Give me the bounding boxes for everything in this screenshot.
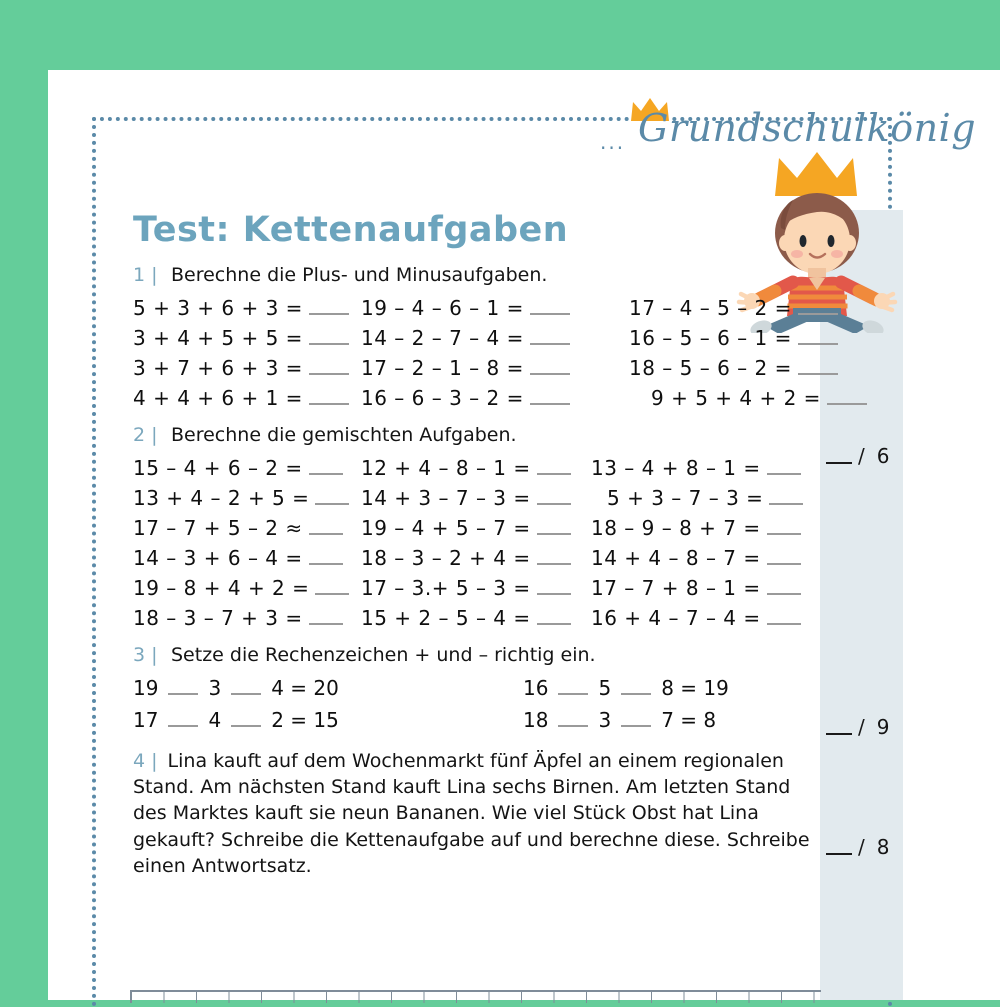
score-slash-task3: / bbox=[858, 835, 865, 859]
score-slash-task1: / bbox=[858, 444, 865, 468]
equation-item bbox=[133, 386, 361, 410]
task-3-instruction: Setze die Rechenzeichen + und – richtig ein. bbox=[171, 644, 596, 666]
task-2-instruction: Berechne die gemischten Aufgaben. bbox=[171, 424, 517, 446]
task-2-heading bbox=[133, 424, 830, 446]
equation-item bbox=[133, 456, 361, 480]
equation-expression: 18 – 3 – 7 + 3 = bbox=[133, 606, 303, 630]
equation-item bbox=[133, 516, 361, 540]
equation-item bbox=[133, 326, 361, 350]
task-1-number: 1 | bbox=[133, 264, 158, 286]
sign-equation-item bbox=[133, 676, 523, 700]
equation-item bbox=[361, 546, 591, 570]
task-1-equations bbox=[133, 296, 830, 410]
answer-blank[interactable] bbox=[767, 579, 801, 595]
logo-text: Grundschulkönig bbox=[638, 106, 977, 150]
operand-a: 18 bbox=[523, 708, 549, 732]
equation-expression: 18 – 9 – 8 + 7 = bbox=[591, 516, 761, 540]
task-1-heading bbox=[133, 264, 830, 286]
equation-expression: 9 + 5 + 4 + 2 = bbox=[651, 386, 821, 410]
logo-dots: ··· bbox=[600, 136, 626, 160]
task-1-instruction: Berechne die Plus- und Minusaufgaben. bbox=[171, 264, 548, 286]
answer-blank[interactable] bbox=[767, 609, 801, 625]
answer-blank[interactable] bbox=[798, 299, 838, 315]
answer-blank[interactable] bbox=[309, 459, 343, 475]
equation-expression: 14 + 4 – 8 – 7 = bbox=[591, 546, 761, 570]
equation-item bbox=[611, 296, 867, 320]
equation-item bbox=[133, 486, 361, 510]
worksheet-content bbox=[130, 210, 830, 879]
equation-item bbox=[591, 546, 830, 570]
task-2-equations bbox=[133, 456, 830, 630]
answer-blank[interactable] bbox=[537, 519, 571, 535]
equation-expression: 16 – 5 – 6 – 1 = bbox=[629, 326, 792, 350]
answer-blank[interactable] bbox=[309, 549, 343, 565]
task-2-number: 2 | bbox=[133, 424, 158, 446]
task-3-number: 3 | bbox=[133, 644, 158, 666]
answer-blank[interactable] bbox=[537, 459, 571, 475]
answer-blank[interactable] bbox=[530, 359, 570, 375]
answer-blank[interactable] bbox=[767, 519, 801, 535]
equation-item bbox=[591, 576, 830, 600]
operand-a: 19 bbox=[133, 676, 159, 700]
equation-item bbox=[591, 486, 830, 510]
equation-expression: 17 – 2 – 1 – 8 = bbox=[361, 356, 524, 380]
sign-blank[interactable] bbox=[168, 711, 198, 727]
sign-equation-item bbox=[523, 676, 830, 700]
equation-expression: 18 – 3 – 2 + 4 = bbox=[361, 546, 531, 570]
operand-b: 4 bbox=[208, 708, 222, 732]
equation-item bbox=[361, 456, 591, 480]
answer-blank[interactable] bbox=[315, 489, 349, 505]
equation-expression: 5 + 3 – 7 – 3 = bbox=[607, 486, 764, 510]
answer-blank[interactable] bbox=[309, 389, 349, 405]
equation-expression: 13 – 4 + 8 – 1 = bbox=[591, 456, 761, 480]
equation-expression: 19 – 4 + 5 – 7 = bbox=[361, 516, 531, 540]
score-max-task3: 8 bbox=[876, 835, 890, 859]
equation-expression: 17 – 7 + 5 – 2 ≈ bbox=[133, 516, 303, 540]
equation-item bbox=[133, 546, 361, 570]
equation-expression: 12 + 4 – 8 – 1 = bbox=[361, 456, 531, 480]
answer-blank[interactable] bbox=[309, 519, 343, 535]
answer-blank[interactable] bbox=[537, 579, 571, 595]
answer-blank[interactable] bbox=[309, 609, 343, 625]
equation-item bbox=[133, 576, 361, 600]
score-max-task2: 9 bbox=[876, 715, 890, 739]
equation-expression: 19 – 4 – 6 – 1 = bbox=[361, 296, 524, 320]
equation-expression: 4 + 4 + 6 + 1 = bbox=[133, 386, 303, 410]
equation-expression: 18 – 5 – 6 – 2 = bbox=[629, 356, 792, 380]
task-3-equations bbox=[133, 676, 830, 732]
answer-blank[interactable] bbox=[827, 389, 867, 405]
equation-item bbox=[361, 356, 611, 380]
answer-blank[interactable] bbox=[798, 329, 838, 345]
answer-blank[interactable] bbox=[537, 489, 571, 505]
answer-blank[interactable] bbox=[309, 329, 349, 345]
sign-equation-item bbox=[133, 708, 523, 732]
sign-blank[interactable] bbox=[231, 679, 261, 695]
equation-expression: 17 – 4 – 5 – 2 = bbox=[629, 296, 792, 320]
answer-blank[interactable] bbox=[767, 549, 801, 565]
answer-blank[interactable] bbox=[769, 489, 803, 505]
equation-expression: 15 + 2 – 5 – 4 = bbox=[361, 606, 531, 630]
sign-blank[interactable] bbox=[621, 679, 651, 695]
equation-expression: 14 + 3 – 7 – 3 = bbox=[361, 486, 531, 510]
equation-item bbox=[361, 326, 611, 350]
task-4-instruction: Lina kauft auf dem Wochenmarkt fünf Äpfel an einem regionalen Stand. Am nächsten Stand kauft Lina sechs Birnen. Am letzten Stand des Marktes kauft sie neun Bananen. Wie viel Stück Obst hat Lina gekauft? Schreibe die Kettenaufgabe auf und berechne diese. Schreibe einen Antwortsatz. bbox=[133, 750, 810, 877]
operand-c-result: 7 = 8 bbox=[661, 708, 717, 732]
task-3-heading bbox=[133, 644, 830, 666]
operand-c-result: 4 = 20 bbox=[271, 676, 339, 700]
operand-b: 3 bbox=[208, 676, 222, 700]
sign-blank[interactable] bbox=[231, 711, 261, 727]
sign-blank[interactable] bbox=[558, 679, 588, 695]
answer-blank[interactable] bbox=[798, 359, 838, 375]
answer-blank[interactable] bbox=[315, 579, 349, 595]
equation-item bbox=[361, 576, 591, 600]
squared-paper-answer-area[interactable] bbox=[130, 990, 821, 1003]
equation-item bbox=[361, 516, 591, 540]
equation-item bbox=[133, 606, 361, 630]
answer-blank[interactable] bbox=[537, 549, 571, 565]
equation-item bbox=[611, 356, 867, 380]
sign-blank[interactable] bbox=[168, 679, 198, 695]
equation-expression: 14 – 2 – 7 – 4 = bbox=[361, 326, 524, 350]
operand-a: 17 bbox=[133, 708, 159, 732]
equation-item bbox=[133, 296, 361, 320]
equation-expression: 3 + 7 + 6 + 3 = bbox=[133, 356, 303, 380]
operand-b: 3 bbox=[598, 708, 612, 732]
answer-blank[interactable] bbox=[530, 389, 570, 405]
operand-a: 16 bbox=[523, 676, 549, 700]
page-title: Test: Kettenaufgaben bbox=[133, 210, 569, 250]
score-max-task1: 6 bbox=[876, 444, 890, 468]
equation-expression: 19 – 8 + 4 + 2 = bbox=[133, 576, 310, 600]
answer-blank[interactable] bbox=[530, 329, 570, 345]
equation-item bbox=[591, 606, 830, 630]
equation-expression: 15 – 4 + 6 – 2 = bbox=[133, 456, 303, 480]
equation-item bbox=[361, 606, 591, 630]
equation-item bbox=[611, 326, 867, 350]
operand-c-result: 2 = 15 bbox=[271, 708, 339, 732]
equation-item bbox=[361, 486, 591, 510]
operand-b: 5 bbox=[598, 676, 612, 700]
answer-blank[interactable] bbox=[530, 299, 570, 315]
task-4-number: 4 | bbox=[133, 750, 158, 772]
equation-item bbox=[591, 516, 830, 540]
equation-item bbox=[361, 296, 611, 320]
answer-blank[interactable] bbox=[309, 359, 349, 375]
equation-expression: 13 + 4 – 2 + 5 = bbox=[133, 486, 310, 510]
sign-equation-item bbox=[523, 708, 830, 732]
task-4-word-problem bbox=[133, 748, 830, 879]
score-row-task3 bbox=[820, 835, 903, 859]
answer-blank[interactable] bbox=[309, 299, 349, 315]
score-slash-task2: / bbox=[858, 715, 865, 739]
equation-item bbox=[611, 386, 867, 410]
sign-blank[interactable] bbox=[558, 711, 588, 727]
answer-blank[interactable] bbox=[537, 609, 571, 625]
operand-c-result: 8 = 19 bbox=[661, 676, 729, 700]
equation-expression: 17 – 3.+ 5 – 3 = bbox=[361, 576, 531, 600]
equation-expression: 14 – 3 + 6 – 4 = bbox=[133, 546, 303, 570]
equation-expression: 16 + 4 – 7 – 4 = bbox=[591, 606, 761, 630]
equation-item bbox=[133, 356, 361, 380]
equation-expression: 17 – 7 + 8 – 1 = bbox=[591, 576, 761, 600]
equation-expression: 5 + 3 + 6 + 3 = bbox=[133, 296, 303, 320]
score-row-task1 bbox=[820, 444, 903, 468]
sign-blank[interactable] bbox=[621, 711, 651, 727]
score-row-task2 bbox=[820, 715, 903, 739]
equation-item bbox=[591, 456, 830, 480]
equation-item bbox=[361, 386, 611, 410]
answer-blank[interactable] bbox=[767, 459, 801, 475]
equation-expression: 16 – 6 – 3 – 2 = bbox=[361, 386, 524, 410]
equation-expression: 3 + 4 + 5 + 5 = bbox=[133, 326, 303, 350]
